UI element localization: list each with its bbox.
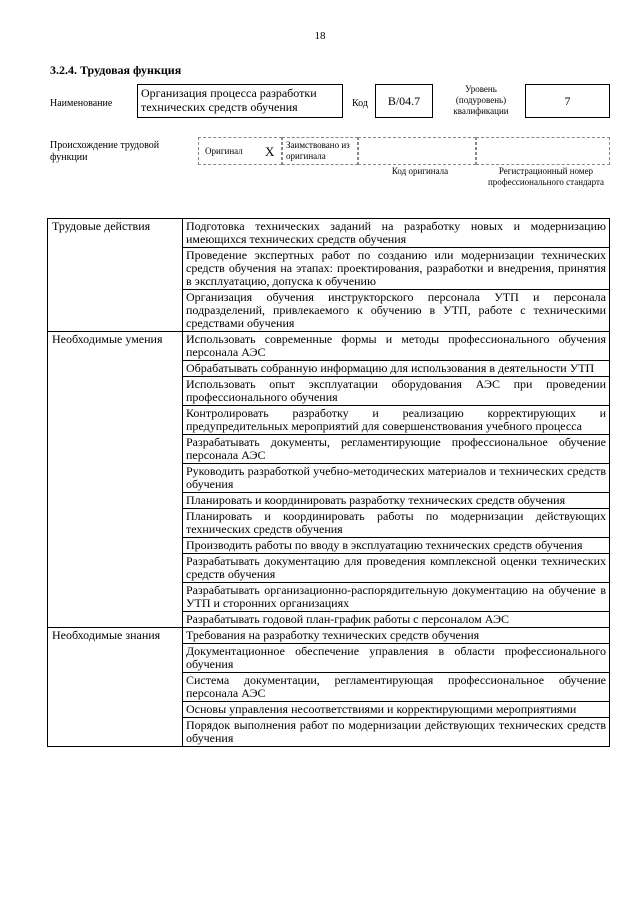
description-cell: Документационное обеспечение управления в области профессионального обучения <box>183 644 610 673</box>
original-label: Оригинал <box>205 146 243 156</box>
description-cell: Подготовка технических заданий на разработку новых и модернизацию имеющихся технических средств обучения <box>183 219 610 248</box>
category-cell: Трудовые действия <box>48 219 183 332</box>
level-value: 7 <box>525 84 610 118</box>
name-value: Организация процесса разработки технических средств обучения <box>137 84 343 118</box>
description-cell: Использовать опыт эксплуатации оборудования АЭС при проведении профессионального обучения <box>183 377 610 406</box>
page-number: 18 <box>314 30 326 42</box>
description-cell: Разрабатывать документы, регламентирующие профессиональное обучение персонала АЭС <box>183 435 610 464</box>
name-label: Наименование <box>50 98 113 109</box>
description-cell: Порядок выполнения работ по модернизации действующих технических средств обучения <box>183 718 610 747</box>
original-mark: X <box>265 144 275 159</box>
code-value: B/04.7 <box>375 84 433 118</box>
code-label: Код <box>352 98 368 109</box>
description-cell: Основы управления несоответствиями и корректирующими мероприятиями <box>183 702 610 718</box>
description-cell: Система документации, регламентирующая профессиональное обучение персонала АЭС <box>183 673 610 702</box>
borrowed-label: Заимствовано из оригинала <box>282 137 358 165</box>
table-row <box>48 628 610 644</box>
reg-number-label: Регистрационный номер профессионального стандарта <box>487 166 605 187</box>
code-original-label: Код оригинала <box>391 166 449 176</box>
description-cell: Планировать и координировать работы по модернизации действующих технических средств обучения <box>183 509 610 538</box>
description-cell: Использовать современные формы и методы профессионального обучения персонала АЭС <box>183 332 610 361</box>
description-cell: Требования на разработку технических средств обучения <box>183 628 610 644</box>
description-cell: Контролировать разработку и реализацию корректирующих и предупредительных мероприятий для совершенствования учебного процесса <box>183 406 610 435</box>
table-row <box>48 332 610 361</box>
section-title: 3.2.4. Трудовая функция <box>50 63 182 77</box>
description-cell: Организация обучения инструкторского персонала УТП и персонала подразделений, привлекаемого к обучению в УТП, работе с техническими средствами обучения <box>183 290 610 332</box>
description-cell: Руководить разработкой учебно-методических материалов и технических средств обучения <box>183 464 610 493</box>
description-cell: Производить работы по вводу в эксплуатацию технических средств обучения <box>183 538 610 554</box>
code-original-cell <box>358 137 476 165</box>
description-cell: Обрабатывать собранную информацию для использования в деятельности УТП <box>183 361 610 377</box>
original-cell <box>198 137 282 165</box>
table-row <box>48 219 610 248</box>
description-cell: Проведение экспертных работ по созданию или модернизации технических средств обучения на этапах: проектирования, разработки и внедрения, принятия в эксплуатацию, допуска к обучению <box>183 248 610 290</box>
description-cell: Разрабатывать документацию для проведения комплексной оценки технических средств обучения <box>183 554 610 583</box>
labor-function-table <box>47 218 610 747</box>
description-cell: Планировать и координировать разработку технических средств обучения <box>183 493 610 509</box>
description-cell: Разрабатывать годовой план-график работы с персоналом АЭС <box>183 612 610 628</box>
level-label: Уровень (подуровень) квалификации <box>453 84 509 116</box>
origin-label: Происхождение трудовой функции <box>50 140 160 163</box>
category-cell: Необходимые умения <box>48 332 183 628</box>
category-cell: Необходимые знания <box>48 628 183 747</box>
reg-number-cell <box>476 137 610 165</box>
description-cell: Разрабатывать организационно-распорядительную документацию на обучение в УТП и сторонних организациях <box>183 583 610 612</box>
